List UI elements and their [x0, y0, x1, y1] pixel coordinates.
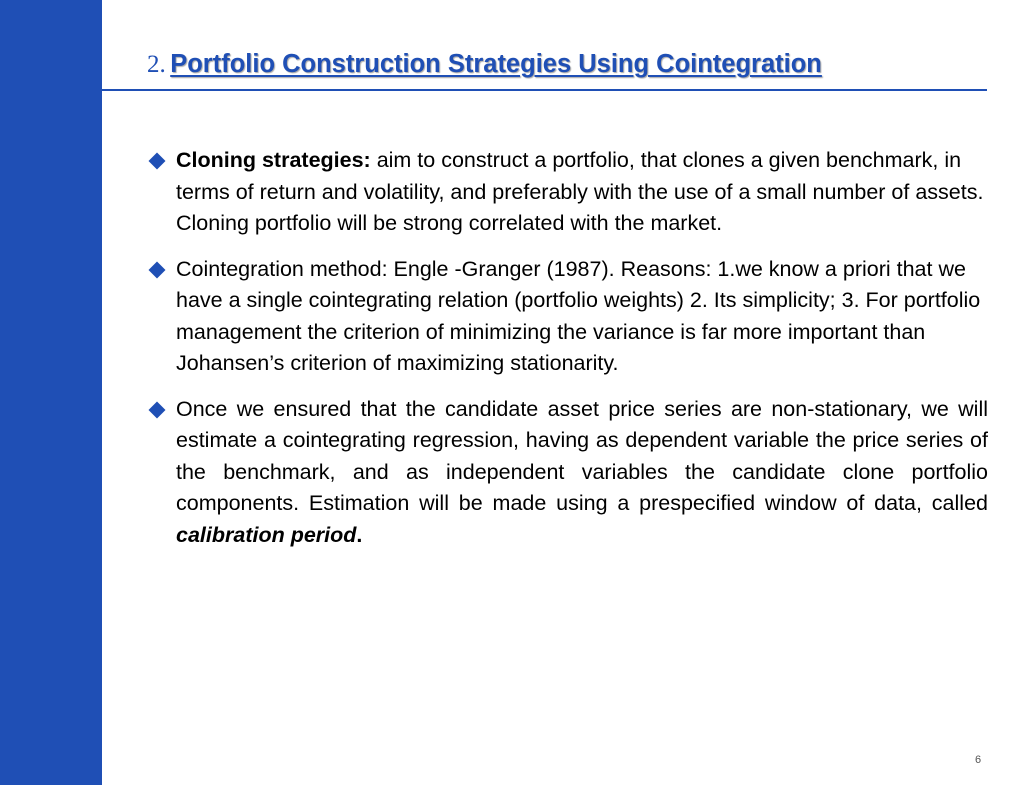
left-accent-bar — [0, 0, 102, 785]
slide-title — [147, 50, 987, 79]
calibration-period-term: calibration period — [176, 522, 357, 547]
bullet-text: Once we ensured that the candidate asset price series are non-stationary, we will estimate a cointegrating regression, having as dependent variable the price series of the benchmark, and as independent variables the candidate clone portfolio components. Estimation will be made using a prespecified window of data, called — [176, 396, 988, 515]
bullet-item-estimation — [146, 394, 988, 552]
bullet-end-punctuation: . — [356, 522, 363, 547]
bullet-item-cloning — [146, 145, 988, 240]
title-text: Portfolio Construction Strategies Using Cointegration — [170, 50, 822, 78]
bullet-item-cointegration-method — [146, 254, 988, 380]
title-number: 2. — [147, 51, 166, 78]
bullet-text: aim to construct a portfolio, that clones a given benchmark, in terms of return and volatility, and preferably with the use of a small number of assets. Cloning portfolio will be strong correlated with the market. — [176, 148, 984, 235]
bullet-lead: Cloning strategies: — [176, 148, 371, 172]
diamond-bullet-icon — [149, 261, 166, 278]
bullet-text: Cointegration method: Engle -Granger (1987). Reasons: 1.we know a priori that we have a single cointegrating relation (portfolio weights) 2. Its simplicity; 3. For portfolio management the criterion of minimizing the variance is far more important than Johansen’s criterion of maximizing stationarity. — [176, 256, 981, 375]
title-divider — [36, 89, 987, 91]
page-number: 6 — [975, 754, 982, 766]
bullet-list — [146, 145, 988, 565]
diamond-bullet-icon — [149, 401, 166, 418]
diamond-bullet-icon — [149, 153, 166, 170]
